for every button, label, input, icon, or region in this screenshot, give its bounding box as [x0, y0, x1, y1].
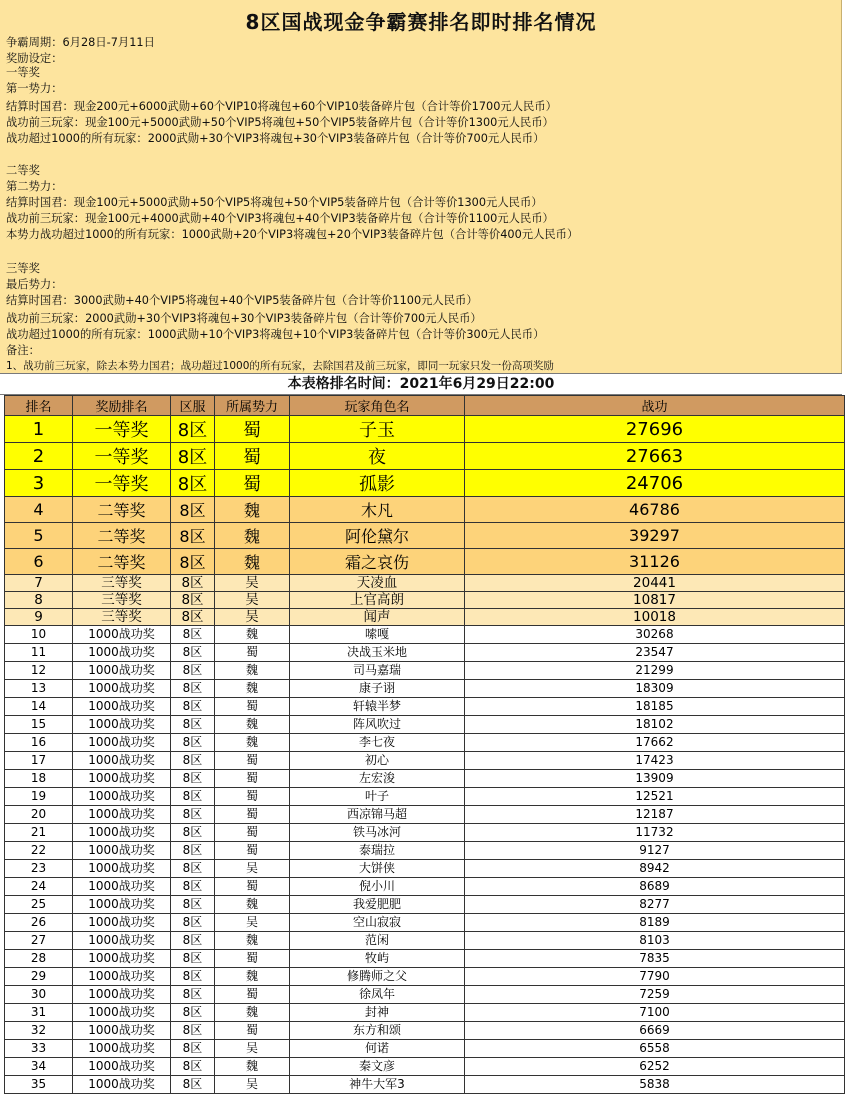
server-cell: 8区	[171, 932, 215, 950]
rank-cell: 1	[5, 416, 73, 443]
server-cell: 8区	[171, 470, 215, 497]
server-cell: 8区	[171, 770, 215, 788]
reward-cell: 三等奖	[73, 592, 171, 609]
reward-cell: 二等奖	[73, 497, 171, 523]
merit-cell: 20441	[465, 575, 845, 592]
reward-cell: 1000战功奖	[73, 968, 171, 986]
player-name-cell: 倪小川	[290, 878, 465, 896]
rank-cell: 24	[5, 878, 73, 896]
table-row	[5, 1058, 845, 1076]
rank-cell: 33	[5, 1040, 73, 1058]
merit-cell: 6252	[465, 1058, 845, 1076]
player-name-cell: 轩辕半梦	[290, 698, 465, 716]
faction-cell: 蜀	[215, 824, 290, 842]
notice-line: 结算时国君：现金100元+5000武勋+50个VIP5将魂包+50个VIP5装备碎片包（合计等价1300元人民币）	[6, 196, 543, 209]
merit-cell: 27663	[465, 443, 845, 470]
server-cell: 8区	[171, 878, 215, 896]
faction-cell: 魏	[215, 968, 290, 986]
server-cell: 8区	[171, 1022, 215, 1040]
player-name-cell: 泰瑞拉	[290, 842, 465, 860]
reward-cell: 1000战功奖	[73, 734, 171, 752]
faction-cell: 蜀	[215, 950, 290, 968]
player-name-cell: 子玉	[290, 416, 465, 443]
rank-cell: 6	[5, 549, 73, 575]
faction-cell: 吴	[215, 592, 290, 609]
notice-line: 结算时国君：3000武勋+40个VIP5将魂包+40个VIP5装备碎片包（合计等价1100元人民币）	[6, 294, 478, 307]
server-cell: 8区	[171, 968, 215, 986]
player-name-cell: 李七夜	[290, 734, 465, 752]
server-cell: 8区	[171, 734, 215, 752]
faction-cell: 魏	[215, 1004, 290, 1022]
rank-cell: 13	[5, 680, 73, 698]
faction-cell: 吴	[215, 1076, 290, 1094]
player-name-cell: 初心	[290, 752, 465, 770]
table-row	[5, 878, 845, 896]
merit-cell: 27696	[465, 416, 845, 443]
table-row	[5, 680, 845, 698]
server-cell: 8区	[171, 443, 215, 470]
server-cell: 8区	[171, 950, 215, 968]
reward-cell: 二等奖	[73, 549, 171, 575]
merit-cell: 8189	[465, 914, 845, 932]
faction-cell: 吴	[215, 575, 290, 592]
reward-cell: 1000战功奖	[73, 1022, 171, 1040]
notice-line: 战功超过1000的所有玩家：1000武勋+10个VIP3将魂包+10个VIP3装备碎片包（合计等价300元人民币）	[6, 328, 545, 341]
server-cell: 8区	[171, 416, 215, 443]
notice-line: 争霸周期：6月28日-7月11日	[6, 36, 155, 49]
table-row	[5, 1022, 845, 1040]
merit-cell: 18309	[465, 680, 845, 698]
rank-cell: 22	[5, 842, 73, 860]
rank-cell: 19	[5, 788, 73, 806]
table-header-row	[5, 396, 845, 416]
table-row	[5, 842, 845, 860]
col-header-rank: 排名	[5, 396, 73, 416]
faction-cell: 吴	[215, 914, 290, 932]
faction-cell: 吴	[215, 860, 290, 878]
reward-cell: 三等奖	[73, 575, 171, 592]
faction-cell: 蜀	[215, 1022, 290, 1040]
reward-cell: 1000战功奖	[73, 824, 171, 842]
player-name-cell: 阵风吹过	[290, 716, 465, 734]
merit-cell: 6669	[465, 1022, 845, 1040]
table-row	[5, 416, 845, 443]
server-cell: 8区	[171, 896, 215, 914]
merit-cell: 10018	[465, 609, 845, 626]
rank-cell: 2	[5, 443, 73, 470]
player-name-cell: 阿伦黛尔	[290, 523, 465, 549]
table-row	[5, 986, 845, 1004]
rank-cell: 8	[5, 592, 73, 609]
table-row	[5, 575, 845, 592]
rank-cell: 34	[5, 1058, 73, 1076]
rank-cell: 32	[5, 1022, 73, 1040]
server-cell: 8区	[171, 575, 215, 592]
rank-cell: 11	[5, 644, 73, 662]
faction-cell: 蜀	[215, 806, 290, 824]
faction-cell: 蜀	[215, 986, 290, 1004]
rank-cell: 9	[5, 609, 73, 626]
faction-cell: 魏	[215, 680, 290, 698]
notice-line: 奖励设定：	[6, 52, 63, 65]
rank-cell: 4	[5, 497, 73, 523]
server-cell: 8区	[171, 1076, 215, 1094]
merit-cell: 7835	[465, 950, 845, 968]
server-cell: 8区	[171, 842, 215, 860]
merit-cell: 18185	[465, 698, 845, 716]
rank-cell: 18	[5, 770, 73, 788]
merit-cell: 46786	[465, 497, 845, 523]
merit-cell: 5838	[465, 1076, 845, 1094]
rank-cell: 14	[5, 698, 73, 716]
faction-cell: 蜀	[215, 470, 290, 497]
faction-cell: 魏	[215, 549, 290, 575]
faction-cell: 吴	[215, 1040, 290, 1058]
reward-cell: 1000战功奖	[73, 806, 171, 824]
server-cell: 8区	[171, 549, 215, 575]
notice-line: 战功前三玩家：2000武勋+30个VIP3将魂包+30个VIP3装备碎片包（合计等价700元人民币）	[6, 312, 482, 325]
merit-cell: 31126	[465, 549, 845, 575]
player-name-cell: 神牛大军3	[290, 1076, 465, 1094]
faction-cell: 魏	[215, 497, 290, 523]
table-row	[5, 609, 845, 626]
player-name-cell: 叶子	[290, 788, 465, 806]
merit-cell: 12187	[465, 806, 845, 824]
reward-cell: 1000战功奖	[73, 788, 171, 806]
table-row	[5, 860, 845, 878]
reward-cell: 1000战功奖	[73, 1058, 171, 1076]
merit-cell: 8942	[465, 860, 845, 878]
faction-cell: 蜀	[215, 842, 290, 860]
notice-line: 一等奖	[6, 66, 40, 79]
table-row	[5, 443, 845, 470]
ranking-timestamp: 本表格排名时间：2021年6月29日22:00	[0, 373, 842, 395]
player-name-cell: 铁马冰河	[290, 824, 465, 842]
faction-cell: 蜀	[215, 416, 290, 443]
merit-cell: 13909	[465, 770, 845, 788]
rank-cell: 30	[5, 986, 73, 1004]
player-name-cell: 何诺	[290, 1040, 465, 1058]
player-name-cell: 决战玉米地	[290, 644, 465, 662]
faction-cell: 蜀	[215, 443, 290, 470]
faction-cell: 蜀	[215, 752, 290, 770]
reward-cell: 1000战功奖	[73, 860, 171, 878]
rank-cell: 27	[5, 932, 73, 950]
merit-cell: 7259	[465, 986, 845, 1004]
player-name-cell: 东方和颂	[290, 1022, 465, 1040]
player-name-cell: 空山寂寂	[290, 914, 465, 932]
reward-cell: 1000战功奖	[73, 716, 171, 734]
reward-cell: 1000战功奖	[73, 842, 171, 860]
col-header-server: 区服	[171, 396, 215, 416]
table-row	[5, 914, 845, 932]
rank-cell: 10	[5, 626, 73, 644]
notice-line: 最后势力：	[6, 278, 63, 291]
notice-line: 战功超过1000的所有玩家：2000武勋+30个VIP3将魂包+30个VIP3装备碎片包（合计等价700元人民币）	[6, 132, 545, 145]
reward-cell: 1000战功奖	[73, 986, 171, 1004]
merit-cell: 18102	[465, 716, 845, 734]
server-cell: 8区	[171, 698, 215, 716]
table-row	[5, 806, 845, 824]
notice-line: 结算时国君：现金200元+6000武勋+60个VIP10将魂包+60个VIP10装备碎片包（合计等价1700元人民币）	[6, 100, 557, 113]
reward-cell: 1000战功奖	[73, 662, 171, 680]
server-cell: 8区	[171, 662, 215, 680]
table-row	[5, 824, 845, 842]
table-row	[5, 1040, 845, 1058]
notice-line: 1、战功前三玩家，除去本势力国君；战功超过1000的所有玩家，去除国君及前三玩家，即同一玩家只发一份高项奖励	[6, 360, 554, 372]
merit-cell: 12521	[465, 788, 845, 806]
server-cell: 8区	[171, 592, 215, 609]
rank-cell: 12	[5, 662, 73, 680]
player-name-cell: 封神	[290, 1004, 465, 1022]
notice-line: 二等奖	[6, 164, 40, 177]
player-name-cell: 司马嘉瑞	[290, 662, 465, 680]
server-cell: 8区	[171, 986, 215, 1004]
reward-cell: 1000战功奖	[73, 1040, 171, 1058]
reward-cell: 1000战功奖	[73, 1076, 171, 1094]
reward-cell: 1000战功奖	[73, 680, 171, 698]
table-row	[5, 968, 845, 986]
player-name-cell: 康子诩	[290, 680, 465, 698]
rank-cell: 7	[5, 575, 73, 592]
rank-cell: 3	[5, 470, 73, 497]
table-row	[5, 698, 845, 716]
player-name-cell: 修腾师之父	[290, 968, 465, 986]
player-name-cell: 嗦嘎	[290, 626, 465, 644]
rank-cell: 23	[5, 860, 73, 878]
merit-cell: 7790	[465, 968, 845, 986]
merit-cell: 8103	[465, 932, 845, 950]
player-name-cell: 天凌血	[290, 575, 465, 592]
server-cell: 8区	[171, 609, 215, 626]
reward-cell: 一等奖	[73, 470, 171, 497]
reward-cell: 1000战功奖	[73, 878, 171, 896]
reward-cell: 1000战功奖	[73, 1004, 171, 1022]
notice-line: 三等奖	[6, 262, 40, 275]
table-row	[5, 734, 845, 752]
col-header-player: 玩家角色名	[290, 396, 465, 416]
merit-cell: 17662	[465, 734, 845, 752]
table-row	[5, 470, 845, 497]
reward-cell: 1000战功奖	[73, 698, 171, 716]
faction-cell: 魏	[215, 1058, 290, 1076]
merit-cell: 17423	[465, 752, 845, 770]
player-name-cell: 大饼侠	[290, 860, 465, 878]
table-row	[5, 788, 845, 806]
notice-line: 第一势力：	[6, 82, 63, 95]
reward-cell: 1000战功奖	[73, 914, 171, 932]
player-name-cell: 孤影	[290, 470, 465, 497]
server-cell: 8区	[171, 680, 215, 698]
server-cell: 8区	[171, 716, 215, 734]
faction-cell: 魏	[215, 716, 290, 734]
player-name-cell: 西凉锦马超	[290, 806, 465, 824]
reward-cell: 一等奖	[73, 443, 171, 470]
table-row	[5, 1076, 845, 1094]
rank-cell: 35	[5, 1076, 73, 1094]
rank-cell: 31	[5, 1004, 73, 1022]
merit-cell: 39297	[465, 523, 845, 549]
merit-cell: 23547	[465, 644, 845, 662]
notice-line: 备注：	[6, 344, 40, 357]
table-row	[5, 626, 845, 644]
reward-cell: 二等奖	[73, 523, 171, 549]
table-row	[5, 752, 845, 770]
table-row	[5, 592, 845, 609]
reward-cell: 1000战功奖	[73, 896, 171, 914]
reward-notice-panel	[0, 0, 842, 373]
table-row	[5, 549, 845, 575]
reward-cell: 1000战功奖	[73, 770, 171, 788]
server-cell: 8区	[171, 1040, 215, 1058]
col-header-faction: 所属势力	[215, 396, 290, 416]
table-row	[5, 662, 845, 680]
ranking-table	[4, 395, 845, 1094]
rank-cell: 21	[5, 824, 73, 842]
table-row	[5, 716, 845, 734]
merit-cell: 10817	[465, 592, 845, 609]
faction-cell: 魏	[215, 734, 290, 752]
server-cell: 8区	[171, 1058, 215, 1076]
player-name-cell: 我爱肥肥	[290, 896, 465, 914]
rank-cell: 25	[5, 896, 73, 914]
col-header-merit: 战功	[465, 396, 845, 416]
server-cell: 8区	[171, 497, 215, 523]
faction-cell: 魏	[215, 662, 290, 680]
player-name-cell: 左宏浚	[290, 770, 465, 788]
player-name-cell: 牧屿	[290, 950, 465, 968]
faction-cell: 魏	[215, 896, 290, 914]
merit-cell: 21299	[465, 662, 845, 680]
rank-cell: 15	[5, 716, 73, 734]
server-cell: 8区	[171, 1004, 215, 1022]
col-header-reward: 奖励排名	[73, 396, 171, 416]
player-name-cell: 徐凤年	[290, 986, 465, 1004]
server-cell: 8区	[171, 626, 215, 644]
reward-cell: 三等奖	[73, 609, 171, 626]
server-cell: 8区	[171, 806, 215, 824]
rank-cell: 17	[5, 752, 73, 770]
table-row	[5, 896, 845, 914]
merit-cell: 7100	[465, 1004, 845, 1022]
player-name-cell: 秦文彦	[290, 1058, 465, 1076]
merit-cell: 9127	[465, 842, 845, 860]
server-cell: 8区	[171, 523, 215, 549]
server-cell: 8区	[171, 752, 215, 770]
table-row	[5, 497, 845, 523]
merit-cell: 24706	[465, 470, 845, 497]
faction-cell: 蜀	[215, 698, 290, 716]
merit-cell: 30268	[465, 626, 845, 644]
server-cell: 8区	[171, 914, 215, 932]
table-row	[5, 770, 845, 788]
merit-cell: 8277	[465, 896, 845, 914]
reward-cell: 1000战功奖	[73, 950, 171, 968]
server-cell: 8区	[171, 824, 215, 842]
faction-cell: 吴	[215, 609, 290, 626]
faction-cell: 蜀	[215, 788, 290, 806]
server-cell: 8区	[171, 788, 215, 806]
table-row	[5, 950, 845, 968]
rank-cell: 20	[5, 806, 73, 824]
reward-cell: 一等奖	[73, 416, 171, 443]
faction-cell: 魏	[215, 523, 290, 549]
server-cell: 8区	[171, 644, 215, 662]
player-name-cell: 闻声	[290, 609, 465, 626]
player-name-cell: 夜	[290, 443, 465, 470]
merit-cell: 6558	[465, 1040, 845, 1058]
notice-line: 战功前三玩家：现金100元+5000武勋+50个VIP5将魂包+50个VIP5装备碎片包（合计等价1300元人民币）	[6, 116, 554, 129]
faction-cell: 魏	[215, 932, 290, 950]
table-row	[5, 932, 845, 950]
table-row	[5, 1004, 845, 1022]
player-name-cell: 上官高朗	[290, 592, 465, 609]
rank-cell: 28	[5, 950, 73, 968]
player-name-cell: 霜之哀伤	[290, 549, 465, 575]
reward-cell: 1000战功奖	[73, 932, 171, 950]
faction-cell: 蜀	[215, 644, 290, 662]
rank-cell: 5	[5, 523, 73, 549]
table-row	[5, 523, 845, 549]
notice-line: 第二势力：	[6, 180, 63, 193]
reward-cell: 1000战功奖	[73, 626, 171, 644]
server-cell: 8区	[171, 860, 215, 878]
merit-cell: 11732	[465, 824, 845, 842]
rank-cell: 26	[5, 914, 73, 932]
page-title: 8区国战现金争霸赛排名即时排名情况	[245, 10, 597, 34]
player-name-cell: 木凡	[290, 497, 465, 523]
notice-line: 战功前三玩家：现金100元+4000武勋+40个VIP3将魂包+40个VIP3装备碎片包（合计等价1100元人民币）	[6, 212, 554, 225]
table-row	[5, 644, 845, 662]
faction-cell: 蜀	[215, 770, 290, 788]
merit-cell: 8689	[465, 878, 845, 896]
rank-cell: 29	[5, 968, 73, 986]
faction-cell: 蜀	[215, 878, 290, 896]
reward-cell: 1000战功奖	[73, 752, 171, 770]
faction-cell: 魏	[215, 626, 290, 644]
rank-cell: 16	[5, 734, 73, 752]
reward-cell: 1000战功奖	[73, 644, 171, 662]
notice-line: 本势力战功超过1000的所有玩家：1000武勋+20个VIP3将魂包+20个VIP3装备碎片包（合计等价400元人民币）	[6, 228, 579, 241]
player-name-cell: 范闲	[290, 932, 465, 950]
